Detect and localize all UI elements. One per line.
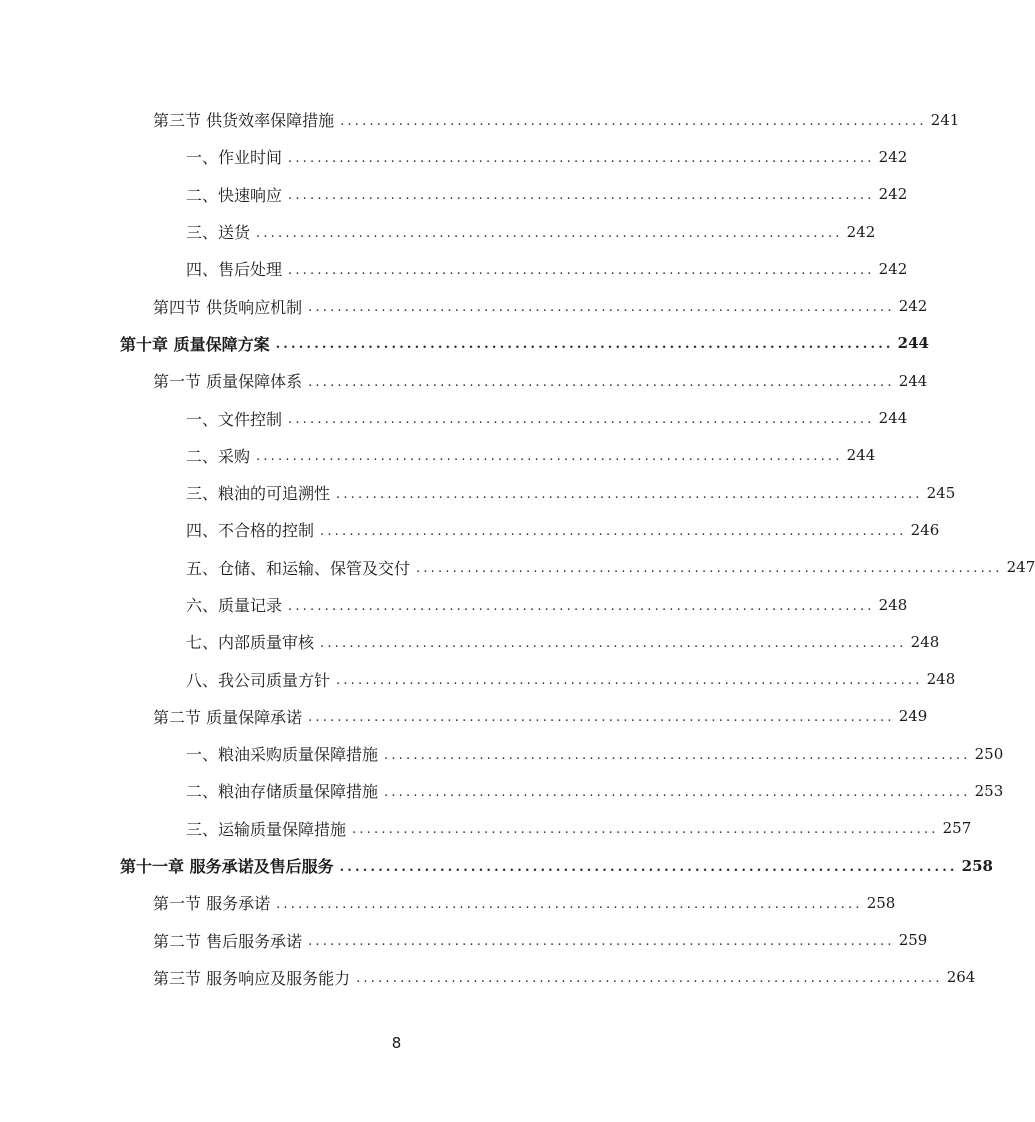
toc-entry-label: 二、采购 [186,446,251,466]
dot-leader: ................................................................................ [256,449,843,465]
dot-leader: ................................................................................ [275,337,894,353]
toc-entry[interactable] [0,474,956,511]
dot-leader: ................................................................................ [384,747,971,763]
toc-entry-page: 247 [1006,558,1035,577]
dot-leader: ................................................................................ [384,784,971,800]
toc-entry[interactable] [0,922,928,959]
toc-entry-page: 248 [878,595,908,614]
toc-entry[interactable] [0,549,1035,586]
dot-leader: ................................................................................ [336,486,923,502]
toc-entry-page: 242 [878,147,908,166]
dot-leader: ................................................................................ [288,188,875,204]
toc-entry-page: 242 [846,222,876,241]
toc-entry-label: 三、运输质量保障措施 [186,819,347,839]
toc-entry[interactable] [0,959,976,996]
toc-entry-label: 一、作业时间 [186,148,283,168]
toc-entry[interactable] [0,586,908,623]
dot-leader: ................................................................................ [308,300,895,316]
toc-entry-label: 第三节 服务响应及服务能力 [153,968,351,988]
toc-entry[interactable] [0,138,908,175]
dot-leader: ................................................................................ [320,523,907,539]
toc-entry-page: 242 [878,185,908,204]
toc-entry-label: 第十一章 服务承诺及售后服务 [120,857,334,877]
toc-entry-page: 245 [926,483,956,502]
toc-entry-page: 258 [866,893,896,912]
toc-entry[interactable] [0,511,940,548]
dot-leader: ................................................................................ [339,859,958,875]
toc-chapter-entry[interactable] [0,847,993,884]
dot-leader: ................................................................................ [276,896,863,912]
toc-entry[interactable] [0,735,1004,772]
toc-entry[interactable] [0,176,908,213]
toc-entry-label: 二、粮油存储质量保障措施 [186,782,379,802]
toc-entry-label: 第四节 供货响应机制 [153,297,303,317]
toc-entry-page: 248 [926,670,956,689]
toc-entry-label: 一、粮油采购质量保障措施 [186,745,379,765]
toc-entry-label: 六、质量记录 [186,596,283,615]
dot-leader: ................................................................................ [340,113,927,129]
dot-leader: ................................................................................ [416,561,1003,577]
toc-entry-label: 四、售后处理 [186,260,283,280]
toc-entry-page: 246 [910,520,940,539]
toc-entry[interactable] [0,437,876,474]
toc-entry-page: 248 [910,632,940,651]
toc-entry[interactable] [0,213,876,250]
toc-entry[interactable] [0,660,956,697]
toc-entry-label: 四、不合格的控制 [186,521,315,541]
dot-leader: ................................................................................ [352,822,939,838]
toc-entry-page: 258 [961,856,993,875]
dot-leader: ................................................................................ [288,598,875,614]
toc-entry[interactable] [0,698,928,735]
toc-entry-label: 第十章 质量保障方案 [120,334,270,354]
toc-entry-label: 第一节 服务承诺 [153,894,271,914]
toc-entry-label: 第一节 质量保障体系 [153,372,303,392]
toc-entry-label: 七、内部质量审核 [186,633,315,653]
toc-entry-label: 第二节 售后服务承诺 [153,931,303,951]
dot-leader: ................................................................................ [336,673,923,689]
dot-leader: ................................................................................ [288,412,875,428]
toc-entry-page: 253 [974,781,1004,800]
dot-leader: ................................................................................ [308,710,895,726]
toc-entry-page: 249 [898,707,928,726]
dot-leader: ................................................................................ [256,225,843,241]
toc-chapter-entry[interactable] [0,325,929,362]
toc-entry-page: 244 [846,446,876,465]
toc-entry-label: 第三节 供货效率保障措施 [153,111,335,131]
toc-entry[interactable] [0,362,928,399]
toc-entry-label: 三、送货 [186,223,251,243]
toc-entry-label: 一、文件控制 [186,409,283,429]
toc-entry[interactable] [0,772,1004,809]
dot-leader: ................................................................................ [308,934,895,950]
toc-entry-page: 259 [898,931,928,950]
page-number: 8 [391,1034,402,1052]
toc-entry-label: 二、快速响应 [186,185,283,205]
toc-entry[interactable] [0,623,940,660]
toc-entry[interactable] [0,399,908,436]
toc-entry[interactable] [0,101,960,138]
dot-leader: ................................................................................ [288,150,875,166]
dot-leader: ................................................................................ [308,374,895,390]
toc-entry-page: 244 [898,371,928,390]
toc-entry-page: 244 [878,409,908,428]
toc-entry-label: 三、粮油的可追溯性 [186,484,331,504]
toc-entry[interactable] [0,250,908,287]
toc-entry-label: 第二节 质量保障承诺 [153,707,303,727]
toc-entry-page: 242 [878,259,908,278]
toc-entry-page: 257 [942,819,972,838]
toc-entry-label: 五、仓储、和运输、保管及交付 [186,558,411,578]
toc-entry[interactable] [0,287,928,324]
toc-entry-page: 241 [930,110,960,129]
dot-leader: ................................................................................ [320,635,907,651]
table-of-contents [0,101,1035,996]
toc-entry[interactable] [0,884,896,921]
toc-entry-page: 264 [946,968,976,987]
dot-leader: ................................................................................ [288,262,875,278]
toc-entry-page: 250 [974,744,1004,763]
toc-entry-page: 242 [898,297,928,316]
toc-entry-page: 244 [897,334,929,353]
toc-entry-label: 八、我公司质量方针 [186,670,331,690]
toc-entry[interactable] [0,810,972,847]
dot-leader: ................................................................................ [356,971,943,987]
